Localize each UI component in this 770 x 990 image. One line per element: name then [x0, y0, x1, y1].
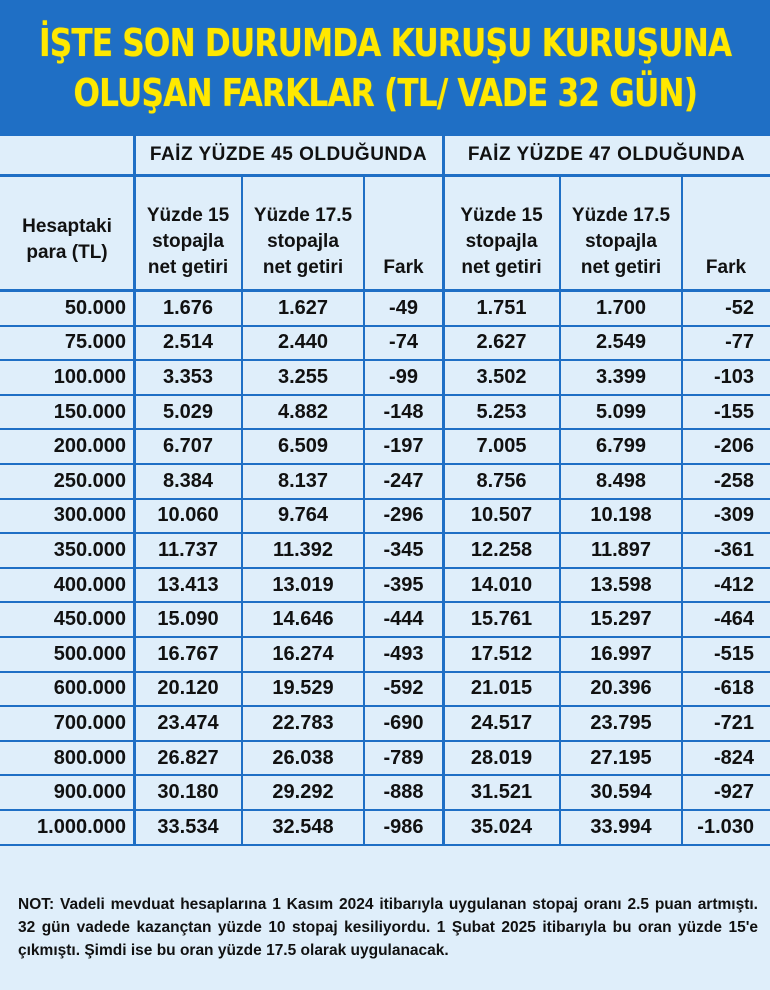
cell-net-45-175: 26.038 — [272, 746, 334, 769]
cell-net-47-175: 15.297 — [590, 608, 652, 631]
table-row — [0, 811, 770, 846]
cell-diff-47: -309 — [713, 504, 754, 527]
cell-balance: 600.000 — [53, 677, 126, 700]
cell-diff-45: -789 — [383, 746, 424, 769]
cell-net-47-175: 11.897 — [590, 538, 652, 561]
column-divider — [681, 177, 683, 846]
cell-net-45-175: 16.274 — [272, 642, 334, 665]
table-row — [0, 534, 770, 569]
footnote: NOT: Vadeli mevduat hesaplarına 1 Kasım 2024 itibarıyla uygulanan stopaj oranı 2.5 puan artmıştı. 32 gün vadede kazançtan yüzde 10 stopaj kesiliyordu. 1 Şubat 2025 itibarıyla bu oran yüzde 15'e çıkmıştı. Şimdi ise bu oran yüzde 17.5 olarak uygulanacak. — [18, 896, 758, 959]
cell-net-45-15: 16.767 — [157, 642, 219, 665]
cell-diff-47: -1.030 — [697, 815, 754, 838]
cell-net-47-15: 3.502 — [476, 365, 527, 388]
cell-diff-45: -49 — [389, 296, 418, 319]
cell-net-47-15: 28.019 — [470, 746, 533, 769]
cell-diff-45: -986 — [383, 815, 424, 838]
cell-diff-47: -412 — [713, 573, 754, 596]
cell-net-47-15: 8.756 — [476, 469, 527, 492]
cell-diff-47: -927 — [713, 781, 754, 804]
cell-net-45-175: 3.255 — [277, 365, 329, 388]
cell-balance: 200.000 — [53, 435, 126, 458]
cell-balance: 400.000 — [53, 573, 126, 596]
table-row — [0, 603, 770, 638]
group-header-row — [0, 136, 770, 177]
column-header-diff-45: Fark — [383, 257, 424, 278]
table-row — [0, 707, 770, 742]
table-body — [0, 292, 770, 846]
cell-balance: 450.000 — [53, 608, 126, 631]
cell-balance: 300.000 — [53, 504, 126, 527]
column-divider — [133, 136, 136, 846]
column-divider — [559, 177, 561, 846]
cell-diff-47: -258 — [713, 469, 754, 492]
cell-net-45-175: 6.509 — [277, 435, 329, 458]
cell-net-45-15: 2.514 — [162, 331, 214, 354]
group-header-47: FAİZ YÜZDE 47 OLDUĞUNDA — [467, 144, 746, 165]
cell-diff-45: -148 — [383, 400, 424, 423]
cell-net-47-175: 5.099 — [595, 400, 647, 423]
cell-diff-47: -824 — [713, 746, 754, 769]
cell-net-45-175: 22.783 — [272, 711, 334, 734]
cell-net-47-15: 31.521 — [470, 781, 533, 804]
cell-net-47-15: 15.761 — [470, 608, 533, 631]
cell-diff-47: -155 — [713, 400, 754, 423]
cell-diff-45: -395 — [383, 573, 424, 596]
title-line-1: İŞTE SON DURUMDA KURUŞU KURUŞUNA — [38, 21, 732, 65]
cell-net-47-175: 30.594 — [590, 781, 652, 804]
table-row — [0, 430, 770, 465]
column-header-balance: Hesaptaki para (TL) — [22, 216, 112, 263]
cell-net-47-175: 6.799 — [595, 435, 647, 458]
cell-net-45-15: 6.707 — [162, 435, 214, 458]
column-header-net-45-15: Yüzde 15 stopajla net getiri — [146, 205, 230, 278]
cell-net-47-15: 14.010 — [470, 573, 533, 596]
cell-balance: 250.000 — [53, 469, 126, 492]
cell-net-47-175: 3.399 — [595, 365, 647, 388]
table-row — [0, 776, 770, 811]
cell-net-45-175: 9.764 — [277, 504, 329, 527]
table-row — [0, 638, 770, 673]
cell-net-45-175: 4.882 — [277, 400, 329, 423]
cell-net-47-15: 17.512 — [470, 642, 533, 665]
title-banner — [0, 0, 770, 136]
cell-net-45-15: 1.676 — [162, 296, 214, 319]
column-divider — [241, 177, 243, 846]
cell-balance: 500.000 — [53, 642, 126, 665]
cell-balance: 800.000 — [53, 746, 126, 769]
cell-net-47-175: 1.700 — [595, 296, 647, 319]
cell-diff-47: -464 — [713, 608, 754, 631]
column-header-net-47-175: Yüzde 17.5 stopajla net getiri — [571, 205, 671, 278]
cell-net-47-175: 10.198 — [590, 504, 652, 527]
cell-diff-45: -99 — [389, 365, 418, 388]
cell-net-47-175: 27.195 — [590, 746, 652, 769]
cell-net-45-15: 5.029 — [162, 400, 214, 423]
cell-net-45-15: 20.120 — [157, 677, 219, 700]
cell-net-47-175: 16.997 — [590, 642, 652, 665]
cell-net-45-175: 8.137 — [277, 469, 329, 492]
table-row — [0, 361, 770, 396]
cell-diff-47: -77 — [725, 331, 754, 354]
cell-net-45-15: 23.474 — [157, 711, 219, 734]
cell-net-45-15: 3.353 — [162, 365, 214, 388]
column-divider — [442, 136, 445, 846]
cell-net-47-15: 24.517 — [470, 711, 533, 734]
cell-diff-45: -493 — [383, 642, 424, 665]
table-row — [0, 673, 770, 708]
cell-net-45-175: 14.646 — [272, 608, 334, 631]
comparison-table — [0, 136, 770, 846]
cell-net-47-15: 10.507 — [470, 504, 533, 527]
cell-diff-45: -444 — [383, 608, 424, 631]
table-row — [0, 465, 770, 500]
cell-diff-47: -206 — [713, 435, 754, 458]
cell-balance: 1.000.000 — [37, 815, 126, 838]
cell-diff-47: -618 — [713, 677, 754, 700]
cell-net-45-175: 1.627 — [277, 296, 329, 319]
cell-diff-45: -197 — [383, 435, 424, 458]
title-line-2: OLUŞAN FARKLAR (TL/ VADE 32 GÜN) — [73, 71, 697, 115]
column-header-net-45-175: Yüzde 17.5 stopajla net getiri — [253, 205, 353, 278]
cell-diff-45: -345 — [383, 538, 424, 561]
cell-diff-45: -888 — [383, 781, 424, 804]
cell-net-47-15: 12.258 — [470, 538, 533, 561]
cell-net-45-175: 11.392 — [272, 538, 334, 561]
cell-diff-47: -52 — [725, 296, 754, 319]
cell-net-45-15: 13.413 — [157, 573, 219, 596]
cell-net-47-15: 21.015 — [470, 677, 533, 700]
cell-diff-47: -361 — [713, 538, 754, 561]
cell-diff-45: -592 — [383, 677, 424, 700]
cell-net-45-175: 32.548 — [272, 815, 334, 838]
cell-net-47-175: 23.795 — [590, 711, 652, 734]
cell-net-45-15: 33.534 — [157, 815, 219, 838]
table-row — [0, 292, 770, 327]
cell-balance: 50.000 — [64, 296, 126, 319]
column-header-net-47-15: Yüzde 15 stopajla net getiri — [460, 205, 543, 278]
cell-diff-45: -247 — [383, 469, 424, 492]
cell-balance: 100.000 — [53, 365, 126, 388]
cell-net-47-15: 2.627 — [476, 331, 527, 354]
column-header-diff-47: Fark — [705, 257, 747, 278]
cell-net-45-15: 10.060 — [157, 504, 219, 527]
cell-balance: 700.000 — [53, 711, 126, 734]
column-divider — [363, 177, 365, 846]
table-row — [0, 327, 770, 362]
cell-diff-47: -103 — [713, 365, 754, 388]
group-header-45: FAİZ YÜZDE 45 OLDUĞUNDA — [149, 144, 428, 165]
cell-net-45-175: 2.440 — [277, 331, 329, 354]
cell-balance: 150.000 — [53, 400, 126, 423]
cell-net-47-175: 20.396 — [590, 677, 652, 700]
cell-diff-45: -74 — [389, 331, 418, 354]
cell-net-45-15: 26.827 — [157, 746, 219, 769]
cell-net-45-175: 19.529 — [272, 677, 334, 700]
cell-diff-45: -296 — [383, 504, 424, 527]
column-header-row — [0, 177, 770, 292]
cell-net-47-15: 7.005 — [476, 435, 527, 458]
cell-net-45-15: 30.180 — [157, 781, 219, 804]
cell-diff-45: -690 — [383, 711, 424, 734]
cell-net-47-15: 5.253 — [476, 400, 527, 423]
table-row — [0, 500, 770, 535]
cell-net-45-15: 11.737 — [157, 538, 219, 561]
cell-net-47-175: 2.549 — [595, 331, 647, 354]
cell-net-45-175: 13.019 — [272, 573, 334, 596]
cell-diff-47: -515 — [713, 642, 754, 665]
table-row — [0, 742, 770, 777]
table-row — [0, 396, 770, 431]
cell-balance: 900.000 — [53, 781, 126, 804]
cell-net-47-175: 8.498 — [595, 469, 647, 492]
cell-net-47-15: 1.751 — [476, 296, 527, 319]
cell-net-47-175: 13.598 — [590, 573, 652, 596]
cell-balance: 75.000 — [64, 331, 126, 354]
table-row — [0, 569, 770, 604]
cell-net-47-175: 33.994 — [590, 815, 652, 838]
cell-net-47-15: 35.024 — [470, 815, 533, 838]
cell-diff-47: -721 — [713, 711, 754, 734]
cell-net-45-175: 29.292 — [272, 781, 334, 804]
cell-net-45-15: 8.384 — [162, 469, 214, 492]
cell-balance: 350.000 — [53, 538, 126, 561]
cell-net-45-15: 15.090 — [157, 608, 219, 631]
